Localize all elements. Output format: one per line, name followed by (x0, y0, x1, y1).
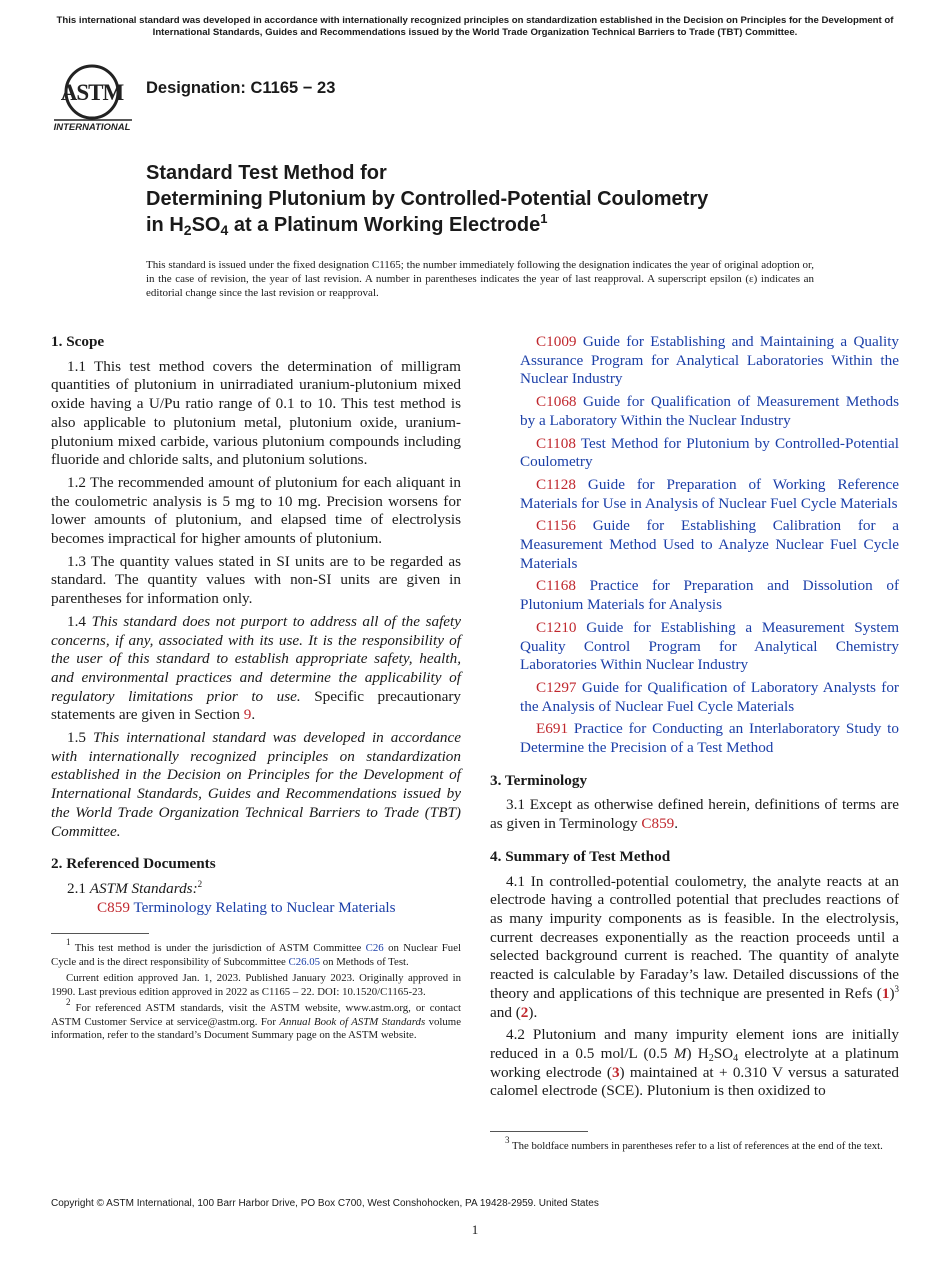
section-heading-summary: 4. Summary of Test Method (490, 847, 671, 865)
ref-item[interactable]: C1156 Guide for Establishing Calibration for a Measurement Method Used to Analyze Nuclear Fuel Cycle Materials (520, 517, 900, 572)
para-3-1: 3.1 Except as otherwise defined herein, definitions of terms are as given in Terminology C859. (490, 796, 899, 833)
para-1-3: 1.3 The quantity values stated in SI units are to be regarded as standard. The quantity values with non-SI units are given in parentheses for information only. (51, 552, 461, 608)
title-line-3: in $H_2SO_4$ at a Platinum Working Electrode$^1$ (146, 211, 548, 238)
document-title (146, 160, 906, 238)
ref-item[interactable]: C1168 Practice for Preparation and Dissolution of Plutonium Materials for Analysis (520, 577, 900, 614)
para-1-5: 1.5 This international standard was developed in accordance with internationally recognized principles on standardization established in the Decision on Principles for the Development of International Standards, Guides and Recommendations issued by the World Trade Organization Technical Barriers to Trade (TBT) Committee. (51, 729, 462, 840)
footnote-right: $^3$ The boldface numbers in parentheses refer to a list of references at the end of the text. (505, 1135, 883, 1153)
ref-item[interactable]: C1210 Guide for Establishing a Measurement System Quality Control Program for Analytical Chemistry Laboratories Within Nuclear Industry (520, 618, 900, 674)
footnote-rule (51, 933, 149, 934)
ref-item[interactable]: C1297 Guide for Qualification of Laboratory Analysts for the Analysis of Nuclear Fuel Cycle Materials (520, 678, 899, 715)
ref-item[interactable]: C1009 Guide for Establishing and Maintaining a Quality Assurance Program for Analytical Laboratories Within the Nuclear Industry (520, 333, 900, 388)
section-heading-referenced: 2. Referenced Documents (51, 855, 216, 873)
ref-item[interactable]: C1068 Guide for Qualification of Measurement Methods by a Laboratory Within the Nuclear Industry (520, 393, 899, 429)
copyright: Copyright © ASTM International, 100 Barr Harbor Drive, PO Box C700, West Conshohocken, PA 19428-2959. United States (51, 1198, 599, 1209)
para-2-1: 2.1 ASTM Standards:$^2$ (67, 878, 203, 897)
section-heading-scope: 1. Scope (51, 333, 105, 350)
tbt-notice: This international standard was developed in accordance with internationally recognized principles on standardization established in the Decision on Principles for the Development of International Standards, Guides and Recommendations issued by the World Trade Organization Technical Barriers to Trade (TBT) Committee. (56, 15, 894, 38)
ref-2-link[interactable]: 2 (520, 1003, 529, 1021)
footnotes-left: $^1$ This test method is under the jurisdiction of ASTM Committee C26 on Nuclear Fuel Cycle and is the direct responsibility of Subcommittee C26.05 on Methods of Test. Current edition approved Jan. 1, 2023. Published January 2023. Originally approved in 1990. Last previous edition approved in 2022 as C1165 – 22. DOI: 10.1520/C1165-23. $^2$ For referenced ASTM standards, visit the ASTM website, www.astm.org, or contact ASTM Customer Service at service@astm.org. For Annual Book of ASTM Standards volume information, refer to the standard’s Document Summary page on the ASTM website. (51, 937, 461, 1042)
para-1-4: 1.4 This standard does not purport to address all of the safety concerns, if any, associated with its use. It is the responsibility of the user of this standard to establish appropriate safety, health, and environmental practices and determine the applicability of regulatory limitations prior to use. Specific precautionary statements are given in Section 9. (51, 612, 462, 724)
para-4-1: 4.1 In controlled-potential coulometry, the analyte reacts at an electrode having a controlled potential that precludes reactions of as many impurity components as is feasible. In the electrolysis, current decreases exponentially as the reaction proceeds until a selected background current is reached. The quantity of analyte reacted is calculable by Faraday’s law. Detailed discussions of the theory and applications of this technique are presented in Refs $(1)^3$ and (2). (490, 872, 899, 1021)
astm-logo (52, 56, 136, 134)
ref-3-link[interactable]: 3 (611, 1063, 620, 1081)
section-9-link[interactable]: 9 (243, 706, 252, 724)
para-1-2: 1.2 The recommended amount of plutonium for each aliquant in the coulometric analysis is 5 mg to 10 mg. Precision worsens for lower amounts of plutonium, and elapsed time of electrolysis becomes impractical for higher amounts of plutonium. (51, 473, 461, 548)
para-4-2: 4.2 Plutonium and many impurity element ions are initially reduced in a 0.5 mol/L (0.5 M) $H_2SO_4$ electrolyte at a platinum working electrode (3) maintained at + 0.310 V versus a saturated calomel electrode (SCE). Plutonium is then oxidized to (490, 1026, 900, 1100)
ref-item[interactable]: C859 Terminology Relating to Nuclear Materials (97, 898, 396, 916)
left-column (51, 333, 461, 1046)
right-column (490, 333, 899, 1157)
c859-link[interactable]: C859 (641, 815, 675, 833)
footnote-rule (490, 1131, 588, 1132)
svg-text:INTERNATIONAL: INTERNATIONAL (53, 122, 131, 133)
ref-item[interactable]: C1128 Guide for Preparation of Working Reference Materials for Use in Analysis of Nuclear Fuel Cycle Materials (520, 475, 899, 512)
para-1-1: 1.1 This test method covers the determination of milligram quantities of plutonium in unirradiated uranium-plutonium mixed oxide having a U/Pu ratio range of 0.1 to 10. This test method is also applicable to plutonium metal, plutonium oxide, uranium-plutonium mixed carbide, various plutonium compounds including fluoride and chloride salts, and plutonium solutions. (51, 357, 461, 469)
c26-link[interactable]: C26 (365, 942, 384, 955)
astm-logo-icon (52, 56, 136, 134)
issued-statement: This standard is issued under the fixed designation C1165; the number immediately following the designation indicates the year of original adoption or, in the case of revision, the year of last revision. A number in parentheses indicates the year of last reapproval. A superscript epsilon (ε) indicates an editorial change since the last revision or reapproval. (146, 259, 814, 299)
designation: Designation: C1165 − 23 (146, 79, 336, 97)
c26-05-link[interactable]: C26.05 (288, 955, 320, 968)
ref-1-link[interactable]: 1 (881, 984, 890, 1002)
section-heading-terminology: 3. Terminology (490, 771, 588, 789)
ref-item[interactable]: C1108 Test Method for Plutonium by Controlled-Potential Coulometry (520, 434, 899, 471)
page-number: 1 (471, 1222, 479, 1237)
title-line-2: Determining Plutonium by Controlled-Potential Coulometry (146, 188, 709, 210)
svg-text:ASTM: ASTM (60, 80, 124, 105)
title-line-1: Standard Test Method for (146, 162, 387, 184)
ref-item[interactable]: E691 Practice for Conducting an Interlaboratory Study to Determine the Precision of a Test Method (520, 720, 899, 757)
